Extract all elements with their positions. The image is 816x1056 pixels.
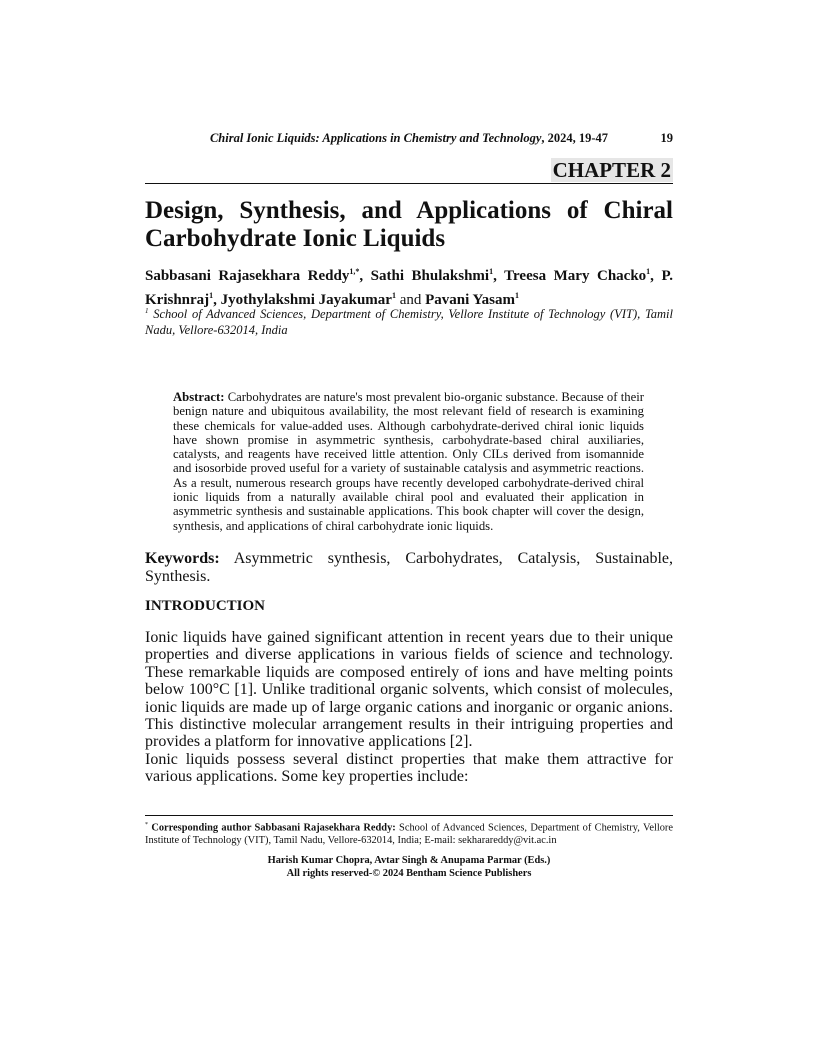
running-header	[145, 131, 673, 146]
footer-rights: All rights reserved-© 2024 Bentham Science Publishers	[286, 867, 532, 879]
author-affiliation-marker: 1	[391, 291, 396, 300]
footer-editors: Harish Kumar Chopra, Avtar Singh & Anupama Parmar (Eds.)	[267, 855, 551, 866]
paragraph: Ionic liquids have gained significant attention in recent years due to their unique properties and diverse applications in various fields of science and technology. These remarkable liquids are composed entirely of ions and have melting points below 100°C [1]. Unlike traditional organic solvents, which consist of molecules, ionic liquids are made up of large organic cations and inorganic or organic anions. This distinctive molecular arrangement results in their intriguing properties and provides a platform for innovative applications [2].	[145, 629, 673, 751]
abstract-text: Carbohydrates are nature's most prevalent bio-organic substance. Because of their benign nature and ubiquitous availability, the most relevant field of research is examining these chemicals for value-added uses. Although carbohydrate-derived chiral ionic liquids have shown promise in asymmetric synthesis, carbohydrate-based chiral auxiliaries, catalysts, and reagents have received little attention. Only CILs derived from isomannide and isosorbide proved useful for a variety of sustainable catalysis and asymmetric reactions. As a result, numerous research groups have recently developed carbohydrate-derived chiral ionic liquids from a naturally available chiral pool and evaluated their application in asymmetric synthesis and sustainable applications. This book chapter will cover the design, synthesis, and applications of chiral carbohydrate ionic liquids.	[173, 390, 644, 533]
footnote-label: Corresponding author Sabbasani Rajasekhara Reddy:	[148, 822, 396, 834]
footnote-marker: *	[145, 822, 148, 828]
paragraph: Ionic liquids possess several distinct properties that make them attractive for various applications. Some key properties include:	[145, 751, 673, 786]
author-affiliation-marker: 1	[646, 267, 651, 276]
author-separator: and	[395, 292, 426, 308]
running-pages: , 2024, 19-47	[541, 131, 609, 145]
author-name: Sathi Bhulakshmi	[370, 268, 490, 284]
author-separator: ,	[359, 268, 371, 284]
author-affiliation-marker: 1	[515, 291, 519, 300]
footnote-text: School of Advanced Sciences, Department of Chemistry, Vellore Institute of Technology (VIT), Tamil Nadu, Vellore-632014, India; E-mail: sekharareddy@vit.ac.in	[145, 822, 674, 846]
affiliation	[145, 303, 673, 338]
title-line-2: Carbohydrate Ionic Liquids	[145, 225, 446, 252]
author-name: Pavani Yasam	[425, 292, 515, 308]
author-affiliation-marker: 1	[209, 291, 214, 300]
author-affiliation-marker: 1,*	[349, 267, 360, 276]
footnote	[145, 819, 673, 847]
author-name: Treesa Mary Chacko	[504, 268, 647, 284]
section-heading: INTRODUCTION	[145, 598, 266, 614]
running-title: Chiral Ionic Liquids: Applications in Chemistry and Technology	[209, 131, 542, 145]
author-separator: ,	[650, 268, 662, 284]
author-affiliation-marker: 1	[489, 267, 494, 276]
abstract	[173, 390, 644, 533]
title-line-1: Design, Synthesis, and Applications of Chiral	[145, 197, 673, 224]
chapter-label-text: CHAPTER 2	[552, 158, 671, 182]
chapter-label	[145, 158, 673, 183]
page-footer	[145, 855, 673, 880]
page-number: 19	[660, 131, 673, 145]
author-separator: ,	[493, 268, 505, 284]
keywords-text: Asymmetric synthesis, Carbohydrates, Catalysis, Sustainable, Synthesis.	[145, 550, 673, 585]
keywords	[145, 550, 673, 586]
abstract-label: Abstract:	[173, 390, 225, 404]
author-name: Sabbasani Rajasekhara Reddy	[145, 268, 350, 284]
chapter-title	[145, 197, 673, 253]
affiliation-text: School of Advanced Sciences, Department of Chemistry, Vellore Institute of Technology (VIT), Tamil Nadu, Vellore-632014, India	[145, 307, 673, 338]
affiliation-marker: 1	[145, 307, 149, 315]
author-name: Jyothylakshmi Jayakumar	[220, 292, 392, 308]
footnote-rule	[145, 815, 673, 816]
chapter-rule	[145, 183, 673, 184]
author-separator: ,	[213, 292, 221, 308]
author-name: P. Krishnraj	[145, 268, 674, 308]
keywords-label: Keywords:	[145, 550, 220, 567]
